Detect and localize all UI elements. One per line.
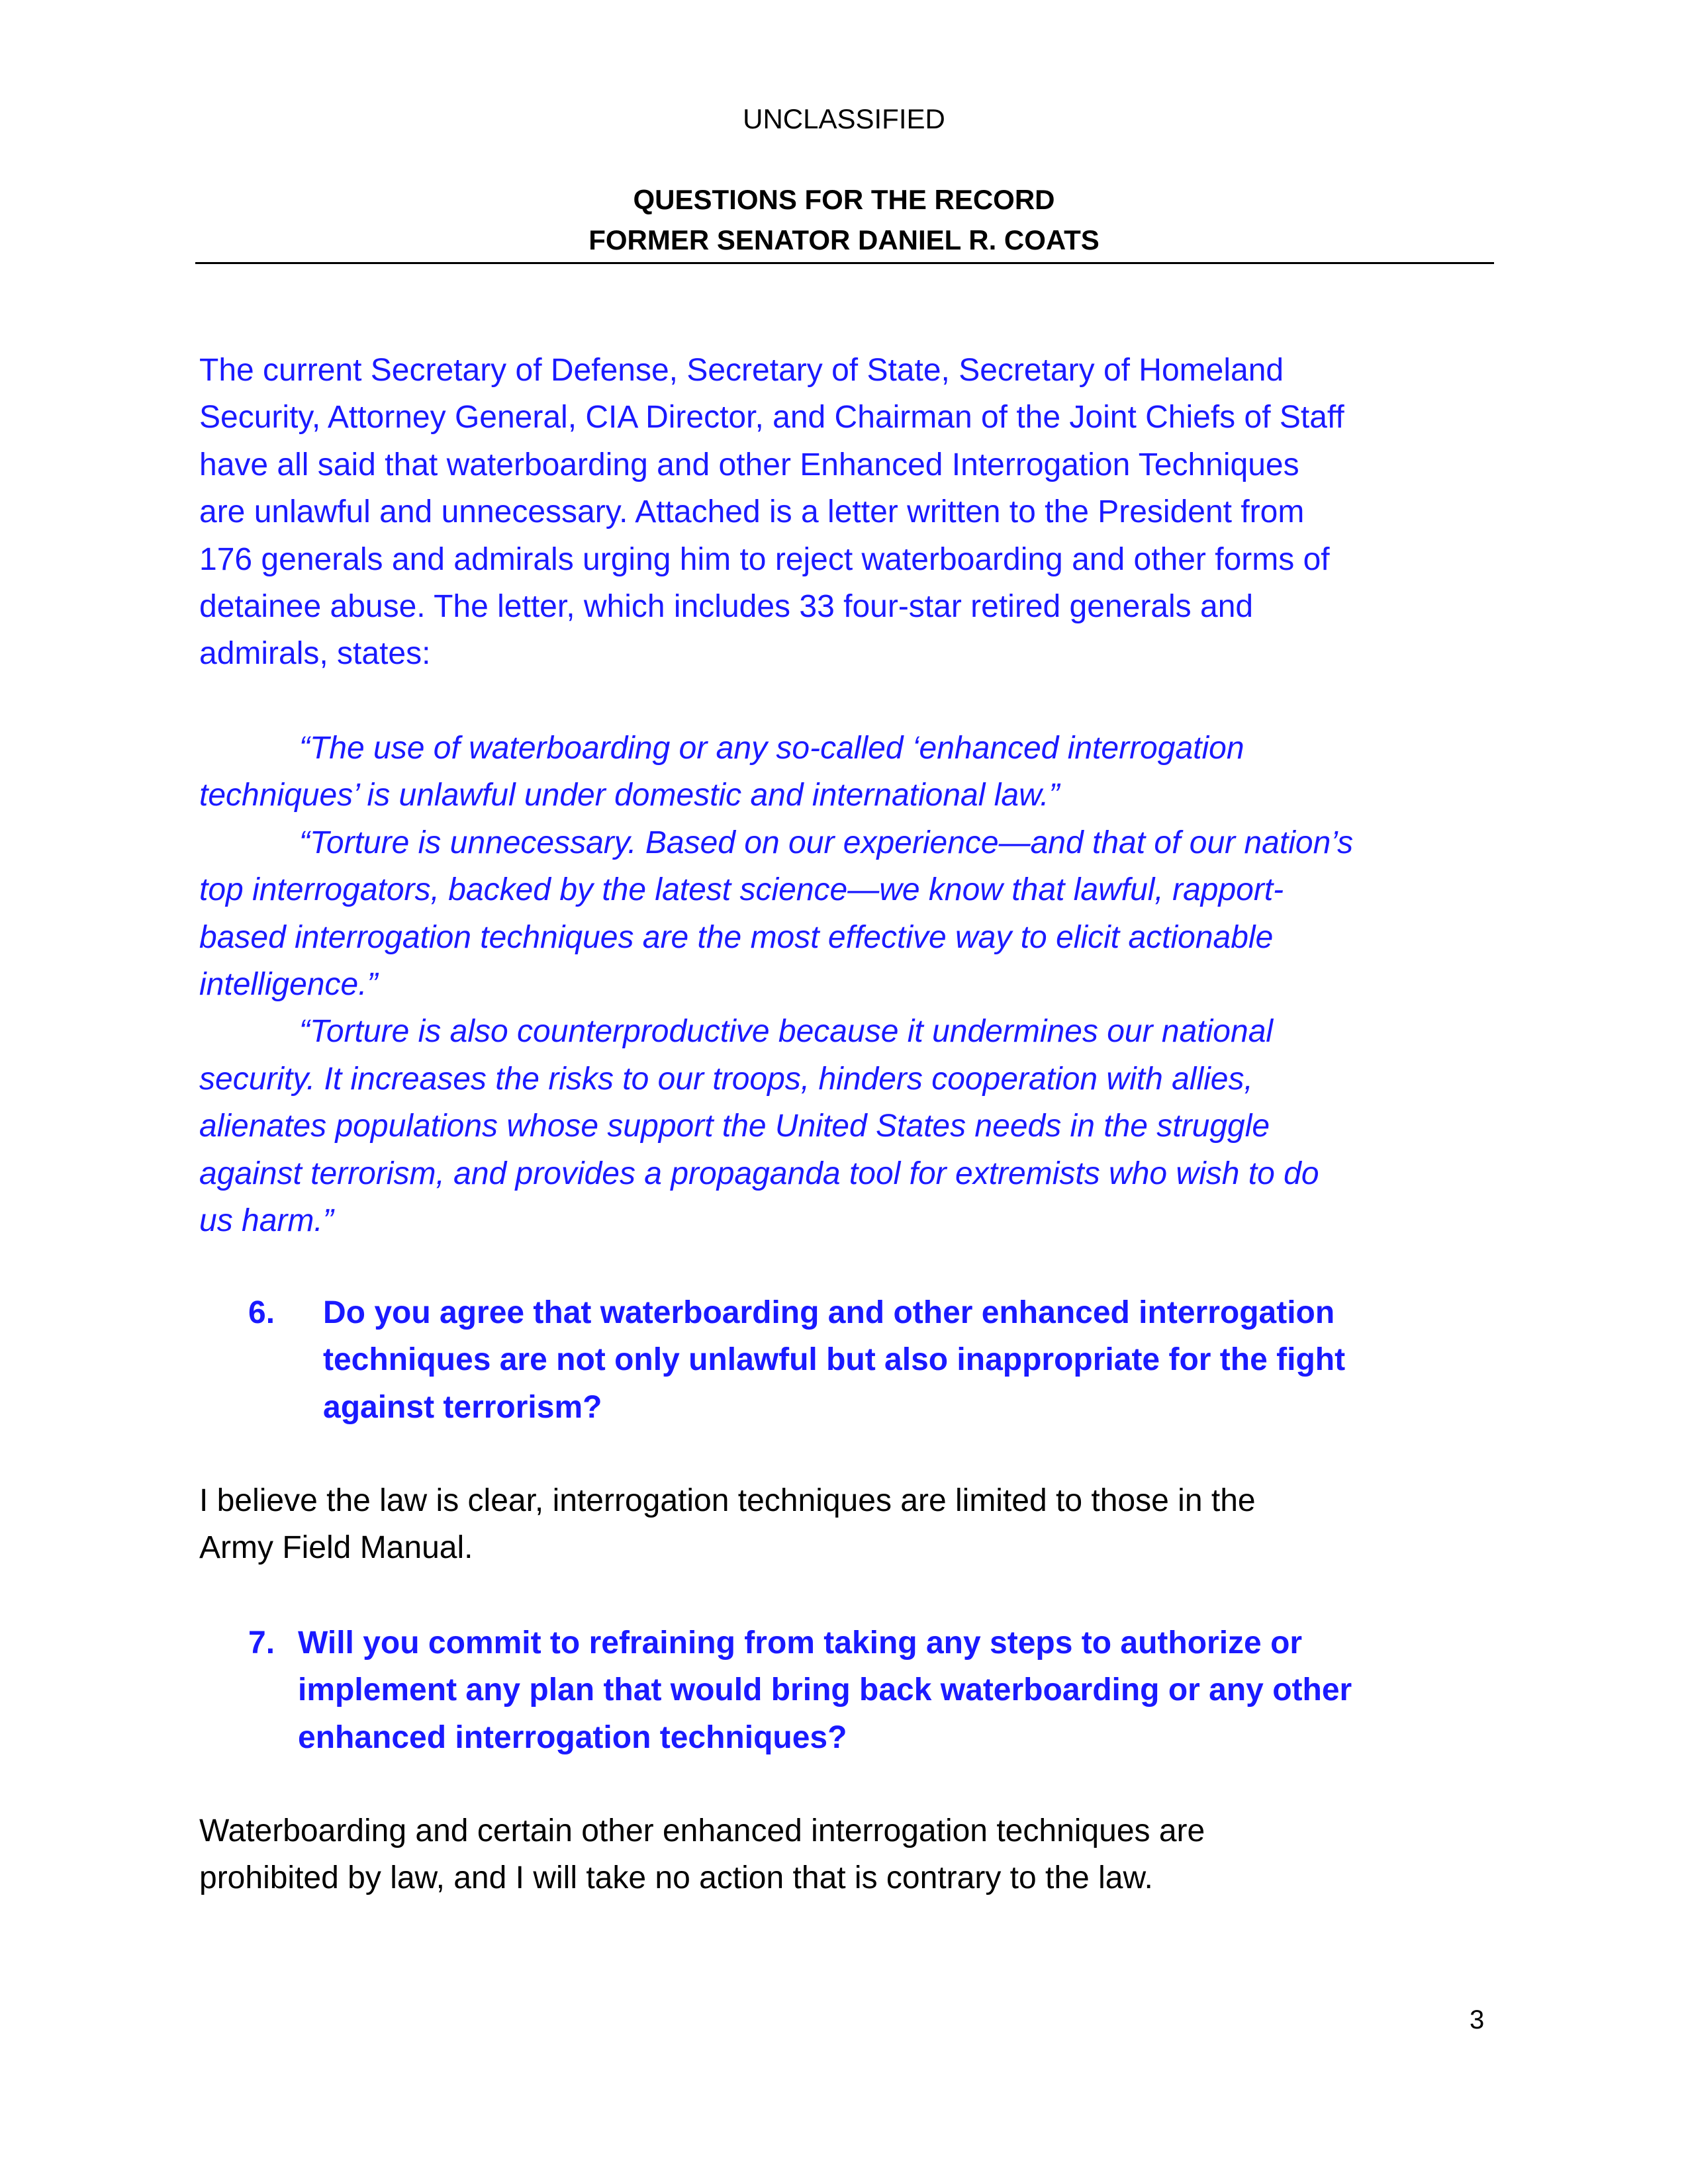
quote-line: us harm.” [199, 1203, 334, 1238]
answer-line: Waterboarding and certain other enhanced interrogation techniques are [199, 1813, 1205, 1848]
text-line: 176 generals and admirals urging him to reject waterboarding and other forms of [199, 541, 1330, 577]
text-line: have all said that waterboarding and other Enhanced Interrogation Techniques [199, 447, 1299, 482]
quote-line: intelligence.” [199, 966, 378, 1002]
intro-paragraph [199, 347, 1497, 678]
answer-line: prohibited by law, and I will take no action that is contrary to the law. [199, 1860, 1153, 1896]
document-title: QUESTIONS FOR THE RECORD [633, 184, 1055, 215]
header-divider [195, 262, 1494, 264]
question-line: techniques are not only unlawful but also inappropriate for the fight [323, 1342, 1346, 1378]
page-number: 3 [1470, 2005, 1485, 2034]
question-line: Do you agree that waterboarding and other enhanced interrogation [323, 1295, 1335, 1330]
quote-line: based interrogation techniques are the most effective way to elicit actionable [199, 919, 1274, 955]
question-line: implement any plan that would bring back waterboarding or any other [298, 1672, 1352, 1708]
question-number: 6. [248, 1295, 275, 1330]
answer-line: Army Field Manual. [199, 1530, 473, 1566]
text-line: The current Secretary of Defense, Secretary of State, Secretary of Homeland [199, 353, 1284, 388]
quote-line: top interrogators, backed by the latest science—we know that lawful, rapport- [199, 872, 1284, 908]
question-line: against terrorism? [323, 1389, 602, 1425]
question-6 [248, 1289, 1345, 1431]
classification-marking: UNCLASSIFIED [743, 103, 945, 134]
text-line: are unlawful and unnecessary. Attached is a letter written to the President from [199, 494, 1305, 530]
quote-line: alienates populations whose support the United States needs in the struggle [199, 1109, 1270, 1144]
text-line: detainee abuse. The letter, which includes 33 four-star retired generals and [199, 588, 1254, 624]
quote-line: techniques’ is unlawful under domestic and international law.” [199, 778, 1060, 813]
letter-quotes [199, 725, 1497, 1244]
text-line: admirals, states: [199, 636, 431, 672]
question-line: Will you commit to refraining from taking any steps to authorize or [298, 1625, 1303, 1661]
question-line: enhanced interrogation techniques? [298, 1719, 847, 1755]
answer-7 [199, 1807, 1497, 1902]
quote-line: “Torture is unnecessary. Based on our experience—and that of our nation’s [299, 825, 1354, 860]
quote-line: “The use of waterboarding or any so-called ‘enhanced interrogation [299, 731, 1244, 766]
quote-line: against terrorism, and provides a propaganda tool for extremists who wish to do [199, 1156, 1319, 1191]
quote-line: “Torture is also counterproductive because it undermines our national [299, 1014, 1274, 1050]
document-subtitle: FORMER SENATOR DANIEL R. COATS [588, 224, 1100, 255]
answer-line: I believe the law is clear, interrogation techniques are limited to those in the [199, 1483, 1256, 1518]
answer-6 [199, 1477, 1497, 1572]
quote-line: security. It increases the risks to our troops, hinders cooperation with allies, [199, 1061, 1253, 1097]
question-number: 7. [248, 1625, 275, 1661]
question-7 [248, 1619, 1352, 1761]
text-line: Security, Attorney General, CIA Director, and Chairman of the Joint Chiefs of Staff [199, 400, 1344, 435]
